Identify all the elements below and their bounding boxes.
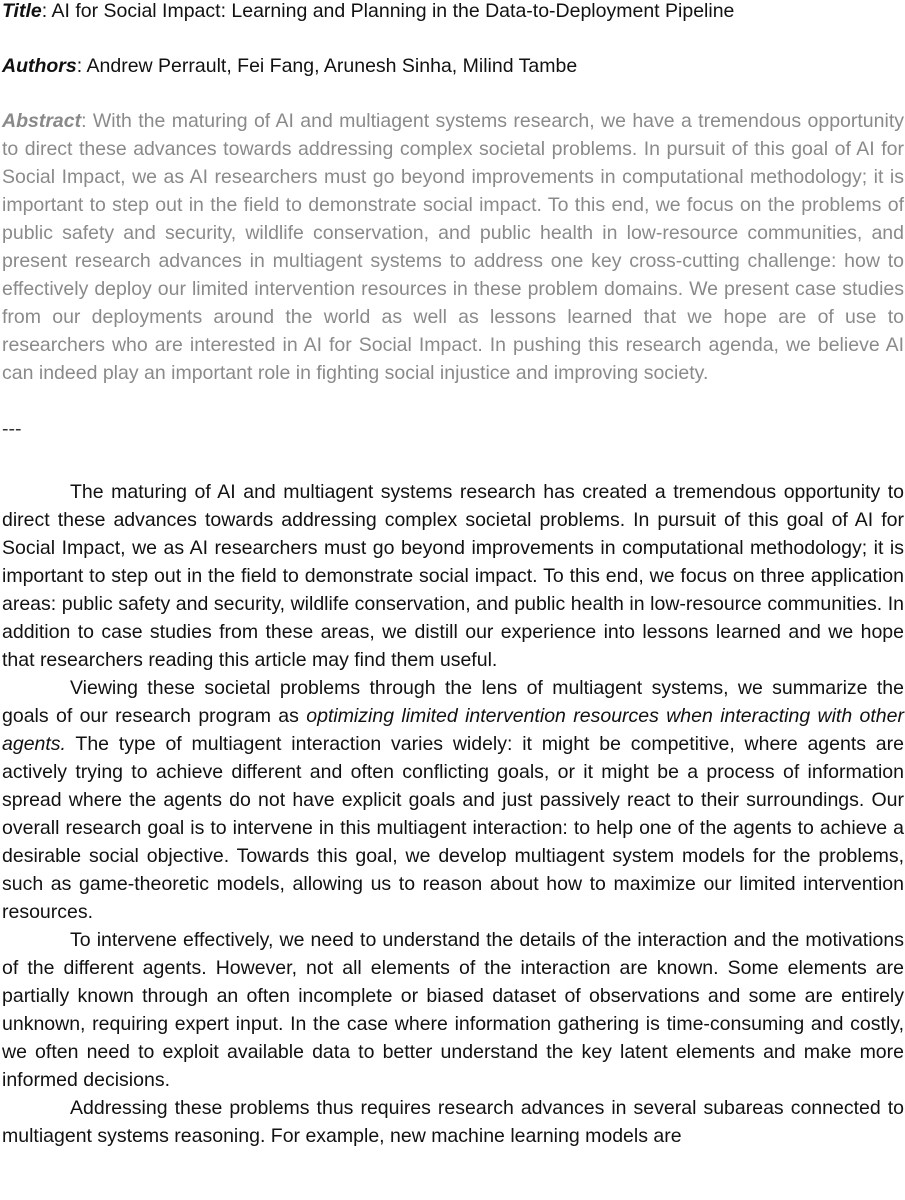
body-text	[2, 478, 904, 1150]
authors-line: Authors: Andrew Perrault, Fei Fang, Arunesh Sinha, Milind Tambe	[2, 55, 578, 77]
abstract-text: With the maturing of AI and multiagent systems research, we have a tremendous opportunity to direct these advances towards addressing complex societal problems. In pursuit of this goal of AI for Social Impact, we as AI researchers must go beyond improvements in computational methodology; it is important to step out in the field to demonstrate social impact. To this end, we focus on the problems of public safety and security, wildlife conservation, and public health in low-resource communities, and present research advances in multiagent systems to address one key cross-cutting challenge: how to effectively deploy our limited intervention resources in these problem domains. We present case studies from our deployments around the world as well as lessons learned that we hope are of use to researchers who are interested in AI for Social Impact. In pushing this research agenda, we believe AI can indeed play an important role in fighting social injustice and improving society.	[2, 110, 904, 384]
paragraph-2-end: The type of multiagent interaction varies widely: it might be competitive, where agents are actively trying to achieve different and often conflicting goals, or it might be a process of information spread where the agents do not have explicit goals and just passively react to their surroundings. Our overall research goal is to intervene in this multiagent interaction: to help one of the agents to achieve a desirable social objective. Towards this goal, we develop multiagent system models for the problems, such as game-theoretic models, allowing us to reason about how to maximize our limited intervention resources.	[2, 733, 904, 923]
abstract: Abstract: With the maturing of AI and multiagent systems research, we have a tremendous opportunity to direct these advances towards addressing complex societal problems. In pursuit of this goal of AI for Social Impact, we as AI researchers must go beyond improvements in computational methodology; it is important to step out in the field to demonstrate social impact. To this end, we focus on the problems of public safety and security, wildlife conservation, and public health in low-resource communities, and present research advances in multiagent systems to address one key cross-cutting challenge: how to effectively deploy our limited intervention resources in these problem domains. We present case studies from our deployments around the world as well as lessons learned that we hope are of use to researchers who are interested in AI for Social Impact. In pushing this research agenda, we believe AI can indeed play an important role in fighting social injustice and improving society.	[2, 110, 904, 384]
body-paragraph-3: To intervene effectively, we need to understand the details of the interaction and the motivations of the different agents. However, not all elements of the interaction are known. Some elements are partially known through an often incomplete or biased dataset of observations and some are entirely unknown, requiring expert input. In the case where information gathering is time-consuming and costly, we often need to exploit available data to better understand the key latent elements and make more informed decisions.	[2, 929, 904, 1091]
paragraph-2-start: Viewing these societal problems through the lens of multiagent systems, we summarize the goals of our research program as	[2, 677, 904, 727]
authors-label: Authors	[2, 55, 77, 77]
document-page	[2, 0, 904, 1150]
section-separator: ---	[2, 418, 22, 440]
body-paragraph-2	[2, 674, 904, 926]
title-label: Title	[2, 0, 42, 22]
authors-list: Andrew Perrault, Fei Fang, Arunesh Sinha, Milind Tambe	[86, 55, 578, 77]
paragraph-2-emphasis: optimizing limited intervention resources when interacting with other agents.	[2, 705, 904, 755]
paper-title: AI for Social Impact: Learning and Planning in the Data-to-Deployment Pipeline	[51, 0, 735, 22]
body-paragraph-1: The maturing of AI and multiagent systems research has created a tremendous opportunity to direct these advances towards addressing complex societal problems. In pursuit of this goal of AI for Social Impact, we as AI researchers must go beyond improvements in computational methodology; it is important to step out in the field to demonstrate social impact. To this end, we focus on three application areas: public safety and security, wildlife conservation, and public health in low-resource communities. In addition to case studies from these areas, we distill our experience into lessons learned and we hope that researchers reading this article may find them useful.	[2, 481, 904, 671]
title-line: Title: AI for Social Impact: Learning and Planning in the Data-to-Deployment Pipeline	[2, 0, 735, 22]
body-paragraph-4: Addressing these problems thus requires research advances in several subareas connected to multiagent systems reasoning. For example, new machine learning models are	[2, 1097, 904, 1147]
abstract-label: Abstract	[2, 110, 82, 132]
